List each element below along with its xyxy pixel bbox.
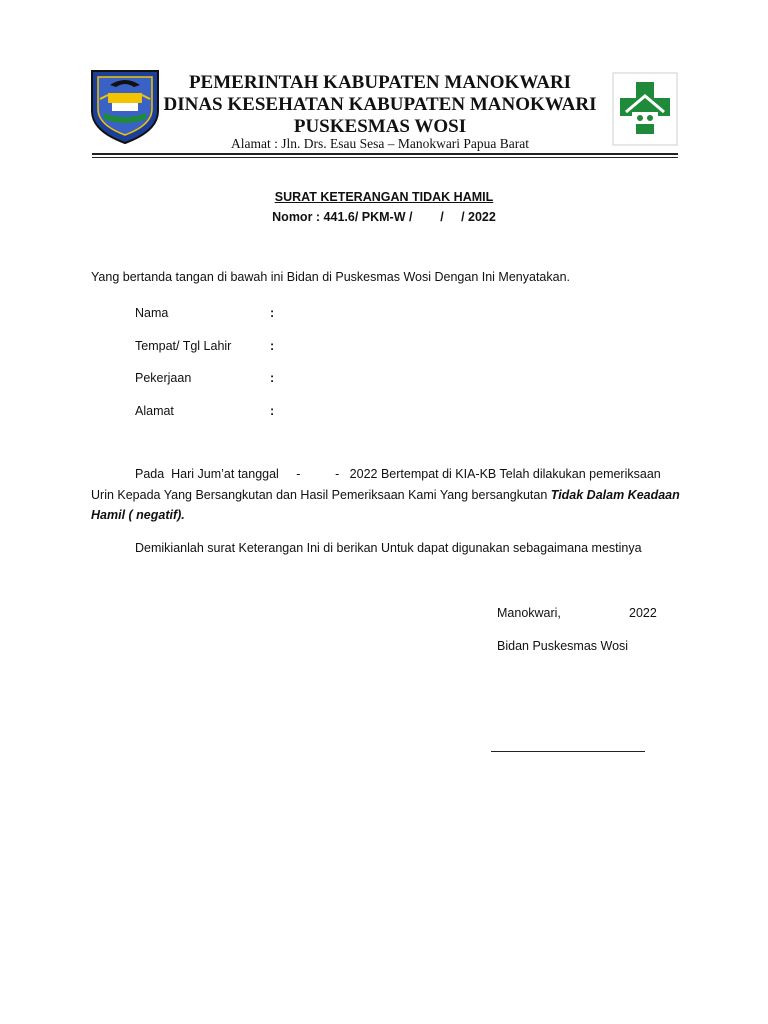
paragraph-exam-line2 bbox=[91, 488, 680, 502]
signature-line bbox=[491, 751, 645, 752]
field-label-tempat-tgl-lahir: Tempat/ Tgl Lahir bbox=[135, 339, 232, 353]
header-government-title: PEMERINTAH KABUPATEN MANOKWARI bbox=[188, 72, 572, 93]
header-address: Alamat : Jln. Drs. Esau Sesa – Manokwari Papua Barat bbox=[230, 136, 530, 151]
signature-role: Bidan Puskesmas Wosi bbox=[497, 639, 629, 653]
header-rule-thick bbox=[92, 153, 678, 155]
field-colon: : bbox=[270, 306, 275, 320]
puskesmas-logo-icon bbox=[612, 72, 678, 146]
header-agency-title: DINAS KESEHATAN KABUPATEN MANOKWARI bbox=[163, 94, 597, 115]
signature-place: Manokwari, bbox=[497, 606, 561, 620]
field-label-pekerjaan: Pekerjaan bbox=[135, 371, 192, 385]
letter-title: SURAT KETERANGAN TIDAK HAMIL bbox=[274, 190, 494, 204]
header-puskesmas-title: PUSKESMAS WOSI bbox=[293, 116, 467, 137]
result-emphasis-end: Hamil ( negatif). bbox=[91, 508, 185, 522]
result-emphasis: Tidak Dalam Keadaan bbox=[550, 488, 680, 502]
field-label-alamat: Alamat bbox=[135, 404, 174, 418]
paragraph-closing: Demikianlah surat Keterangan Ini di berikan Untuk dapat digunakan sebagaimana mestinya bbox=[135, 541, 642, 555]
paragraph-exam-line3 bbox=[91, 508, 185, 522]
field-label-nama: Nama bbox=[135, 306, 169, 320]
letter-number: Nomor : 441.6/ PKM-W / / / 2022 bbox=[272, 210, 496, 224]
field-colon: : bbox=[270, 404, 275, 418]
letter-intro: Yang bertanda tangan di bawah ini Bidan di Puskesmas Wosi Dengan Ini Menyatakan. bbox=[91, 270, 571, 284]
signature-year: 2022 bbox=[629, 606, 657, 620]
paragraph-exam-line1: Pada Hari Jum’at tanggal - - 2022 Bertempat di KIA-KB Telah dilakukan pemeriksaan bbox=[135, 467, 661, 481]
field-colon: : bbox=[270, 339, 275, 353]
header-rule-thin bbox=[92, 157, 678, 158]
paragraph-exam-line2-text: Urin Kepada Yang Bersangkutan dan Hasil Pemeriksaan Kami Yang bersangkutan bbox=[91, 488, 551, 502]
field-colon: : bbox=[270, 371, 275, 385]
